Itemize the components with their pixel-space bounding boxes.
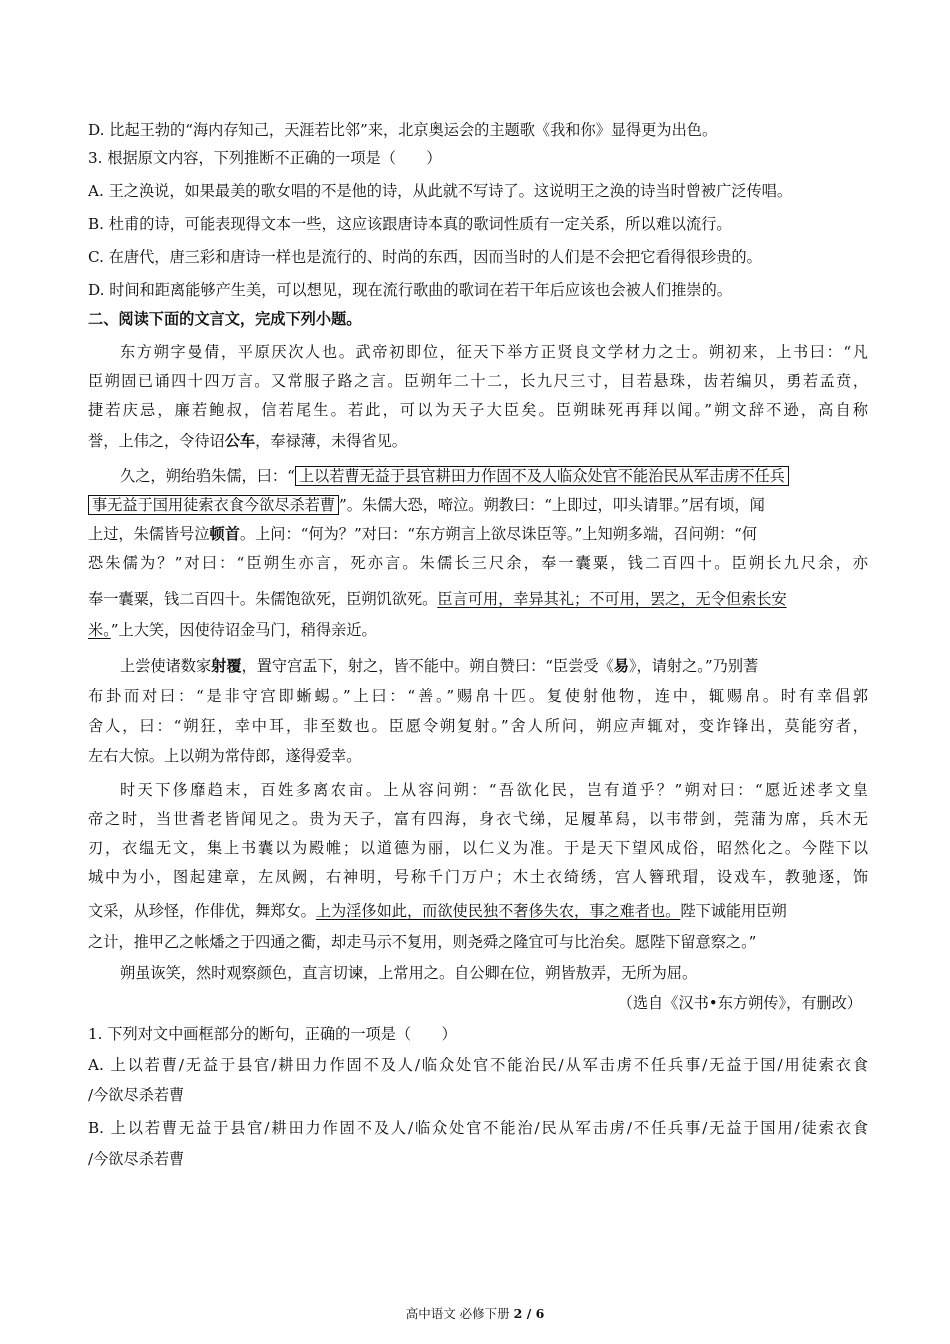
underlined-sentence-1b: 米。	[88, 621, 111, 639]
para2-line1: 久之，朔绐驺朱儒，曰：“ 上以若曹无益于县官耕田力作固不及人临众处官不能治民从军击虏不任兵	[120, 463, 868, 489]
para4-line6: 之计，推甲乙之帐燔之于四通之衢，却走马示不复用，则尧舜之隆宜可与比治矣。愿陛下留意察之。”	[88, 933, 757, 951]
q3-option-b: B. 杜甫的诗，可能表现得文本一些，这应该跟唐诗本真的歌词性质有一定关系，所以难以流行。	[88, 215, 732, 233]
underlined-sentence-1a: 臣言可用，幸异其礼；不可用，罢之，无令但索长安	[437, 590, 787, 608]
para1-line1: 东方朔字曼倩，平原厌次人也。武帝初即位，征天下举方正贤良文学材力之士。朔初来，上书曰：“凡	[120, 343, 868, 361]
para2-line5: 奉一囊粟，钱二百四十。朱儒饱欲死，臣朔饥欲死。臣言可用，幸异其礼；不可用，罢之，无令但索长安	[88, 590, 787, 608]
cq1-option-b-line1: B. 上以若曹无益于县官/耕田力作固不及人/临众处官不能治/民从军击虏/不任兵事/无益于国用/徒索衣食	[88, 1119, 868, 1137]
page-footer	[0, 1304, 950, 1322]
cq1-option-a-line2: /今欲尽杀若曹	[88, 1086, 185, 1104]
para4-line1: 时天下侈靡趋末，百姓多离农亩。上从容问朔：“吾欲化民，岂有道乎？”朔对曰：“愿近述孝文皇	[120, 781, 868, 799]
para3-line4: 左右大惊。上以朔为常侍郎，遂得爱幸。	[88, 747, 362, 765]
footer-subject: 高中语文 必修下册	[405, 1306, 514, 1321]
cq1-stem: 1. 下列对文中画框部分的断句，正确的一项是（ ）	[88, 1025, 457, 1043]
underlined-sentence-2: 上为淫侈如此，而欲使民独不奢侈失农，事之难者也。	[315, 902, 681, 920]
para1-line2: 臣朔固已诵四十四万言。又常服子路之言。臣朔年二十二，长九尺三寸，目若悬珠，齿若编贝，勇若孟贲，	[88, 372, 868, 390]
para4-line4: 城中为小，图起建章，左凤阙，右神明，号称千门万户；木土衣绮绣，宫人簪玳瑁，设戏车，教驰逐，饰	[88, 868, 868, 886]
term-gongche: 公车	[224, 432, 256, 450]
q3-option-a: A. 王之涣说，如果最美的歌女唱的不是他的诗，从此就不写诗了。这说明王之涣的诗当时曾被广泛传唱。	[88, 182, 793, 200]
para2-line4: 恐朱儒为？”对曰：“臣朔生亦言，死亦言。朱儒长三尺余，奉一囊粟，钱二百四十。臣朔长九尺余，亦	[88, 554, 868, 572]
source-note: （选自《汉书•东方朔传》，有删改）	[617, 994, 862, 1012]
term-shefu: 射覆	[211, 657, 242, 675]
cq1-option-a-line1: A. 上以若曹/无益于县官/耕田力作固不及人/临众处官不能治民/从军击虏不任兵事/无益于国/用徒索衣食	[88, 1056, 868, 1074]
q2-option-d: D. 比起王勃的“海内存知己，天涯若比邻”来，北京奥运会的主题歌《我和你》显得更为出色。	[88, 121, 718, 139]
term-dunshou: 顿首	[209, 525, 240, 543]
cq1-option-b-line2: /今欲尽杀若曹	[88, 1150, 185, 1168]
para4-line2: 帝之时，当世耆老皆闻见之。贵为天子，富有四海，身衣弋绨，足履革舄，以韦带剑，莞蒲为席，兵木无	[88, 810, 868, 828]
para5: 朔虽诙笑，然时观察颜色，直言切谏，上常用之。自公卿在位，朔皆敖弄，无所为屈。	[120, 964, 698, 982]
para1-line3: 捷若庆忌，廉若鲍叔，信若尾生。若此，可以为天子大臣矣。臣朔昧死再拜以闻。”朔文辞不逊，高自称	[88, 401, 868, 419]
para4-line3: 刃，衣缊无文，集上书囊以为殿帷；以道德为丽，以仁义为准。于是天下望风成俗，昭然化之。今陛下以	[88, 839, 868, 857]
para3-line3: 舍人，曰：“朔狂，幸中耳，非至数也。臣愿令朔复射。”舍人所问，朔应声辄对，变诈锋出，莫能穷者，	[88, 717, 868, 735]
section-heading: 二、阅读下面的文言文，完成下列小题。	[88, 310, 362, 328]
para3-line1: 上尝使诸数家射覆，置守宫盂下，射之，皆不能中。朔自赞曰：“臣尝受《易》，请射之。”乃别蓍	[120, 657, 759, 675]
para2-line2: 事无益于国用徒索衣食今欲尽杀若曹 ”。朱儒大恐，啼泣。朔教曰：“上即过，叩头请罪。”居有顷，闻	[88, 492, 868, 518]
para2-line3: 上过，朱儒皆号泣顿首。上问：“何为？”对曰：“东方朔言上欲尽诛臣等。”上知朔多端，召问朔：“何	[88, 525, 758, 543]
q3-stem: 3. 根据原文内容，下列推断不正确的一项是（ ）	[88, 149, 442, 167]
para2-line6: 米。”上大笑，因使待诏金马门，稍得亲近。	[88, 621, 377, 639]
boxed-passage-part2: 事无益于国用徒索衣食今欲尽杀若曹	[88, 495, 339, 515]
para1-line4: 誉，上伟之，令待诏公车，奉禄薄，未得省见。	[88, 432, 407, 450]
term-yi: 易	[613, 657, 629, 675]
boxed-passage-part1: 上以若曹无益于县官耕田力作固不及人临众处官不能治民从军击虏不任兵	[295, 466, 789, 486]
q3-option-c: C. 在唐代，唐三彩和唐诗一样也是流行的、时尚的东西，因而当时的人们是不会把它看得很珍贵的。	[88, 248, 762, 266]
para3-line2: 布卦而对曰：“是非守宫即蜥蜴。”上曰：“善。”赐帛十匹。复使射他物，连中，辄赐帛。时有幸倡郭	[88, 687, 868, 705]
page-number: 2 / 6	[513, 1306, 545, 1321]
para4-line5: 文采，从珍怪，作俳优，舞郑女。上为淫侈如此，而欲使民独不奢侈失农，事之难者也。陛下诚能用臣朔	[88, 902, 787, 920]
q3-option-d: D. 时间和距离能够产生美，可以想见，现在流行歌曲的歌词在若干年后应该也会被人们推崇的。	[88, 281, 732, 299]
